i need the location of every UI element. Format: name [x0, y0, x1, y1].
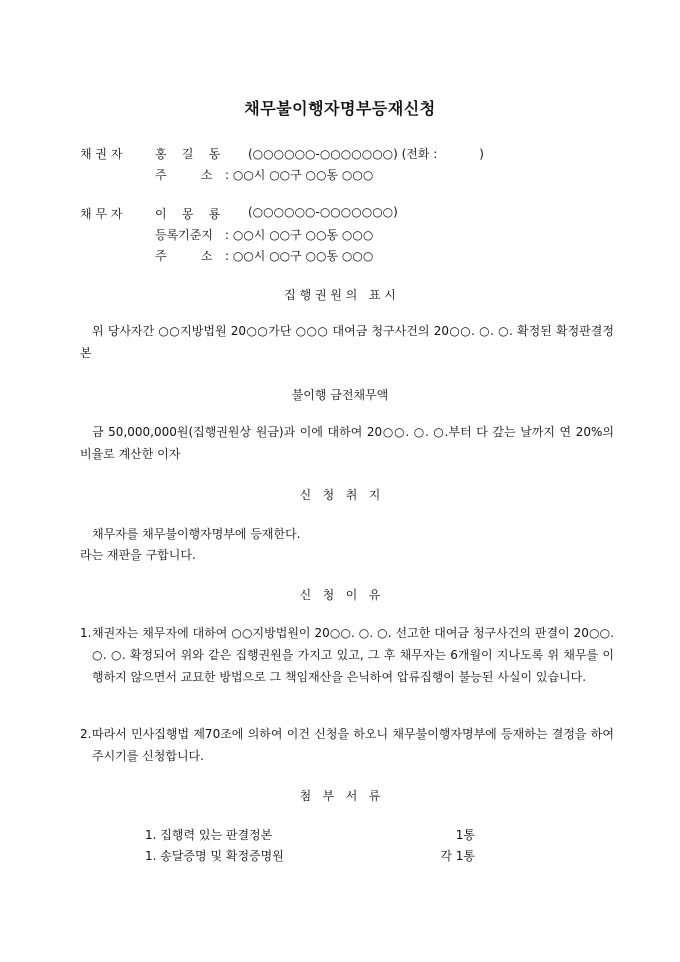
section-title-attachments: 첨 부 서 류 [299, 789, 381, 803]
reason-2-text: 따라서 민사집행법 제70조에 의하여 이건 신청을 하오니 채무불이행자명부에 등재하는 결정을 하여 주시기를 신청합니다. [92, 727, 614, 763]
attachment-label: 1. 집행력 있는 판결정본 [145, 828, 273, 842]
debtor-domicile-label: 등록기준지 [155, 228, 213, 242]
creditor-address-label: 주 소 [155, 168, 213, 182]
debtor-role-label: 채 무 자 [80, 207, 123, 221]
attachment-row [145, 847, 475, 867]
reason-item-2 [80, 723, 614, 767]
attachment-quantity: 각 1통 [440, 849, 475, 863]
reason-1-number: 1. [80, 626, 92, 640]
purpose-line-1: 채무자를 채무불이행자명부에 등재한다. [92, 527, 301, 541]
debtor-address-value: : ○○시 ○○구 ○○동 ○○○ [225, 249, 374, 263]
section-title-purpose: 신 청 취 지 [299, 488, 381, 502]
purpose-line-2: 라는 재판을 구합니다. [80, 548, 196, 562]
creditor-address-value: : ○○시 ○○구 ○○동 ○○○ [225, 168, 374, 182]
debtor-id: (○○○○○○-○○○○○○○) [248, 205, 398, 219]
debtor-name: 이 몽 룡 [155, 207, 221, 221]
section-title-reason: 신 청 이 유 [299, 588, 381, 602]
creditor-id-phone: (○○○○○○-○○○○○○○) (전화 : ) [248, 147, 484, 161]
debtor-domicile-value: : ○○시 ○○구 ○○동 ○○○ [225, 228, 374, 242]
debt-text: 금 50,000,000원(집행권원상 원금)과 이에 대하여 20○○. ○. ○.부터 다 갚는 날까지 연 20%의 비율로 계산한 이자 [80, 425, 614, 461]
section-title-debt: 불이행 금전채무액 [291, 388, 389, 402]
debtor-address-label: 주 소 [155, 249, 213, 263]
writ-text: 위 당사자간 ○○지방법원 20○○가단 ○○○ 대여금 청구사건의 20○○. ○. ○. 확정된 확정판결정본 [80, 324, 614, 360]
creditor-name: 홍 길 동 [155, 147, 221, 161]
reason-item-1 [80, 622, 614, 688]
reason-1-text: 채권자는 채무자에 대하여 ○○지방법원이 20○○. ○. ○. 선고한 대여금 청구사건의 판결이 20○○. ○. ○. 확정되어 위와 같은 집행권원을 가지고 있고, 그 후 채무자는 6개월이 지나도록 위 채무를 이행하지 않으면서 교묘한 방법으로 그 책임재산을 은닉하여 압류집행이 불능된 사실이 있습니다. [92, 626, 614, 684]
attachment-label: 1. 송달증명 및 확정증명원 [145, 849, 284, 863]
reason-2-number: 2. [80, 727, 92, 741]
creditor-role-label: 채 권 자 [80, 147, 123, 161]
attachment-quantity: 1통 [455, 828, 475, 842]
attachment-row [145, 826, 475, 846]
section-title-writ: 집 행 권 원 의 표 시 [284, 288, 396, 302]
document-title: 채무불이행자명부등재신청 [244, 99, 436, 118]
